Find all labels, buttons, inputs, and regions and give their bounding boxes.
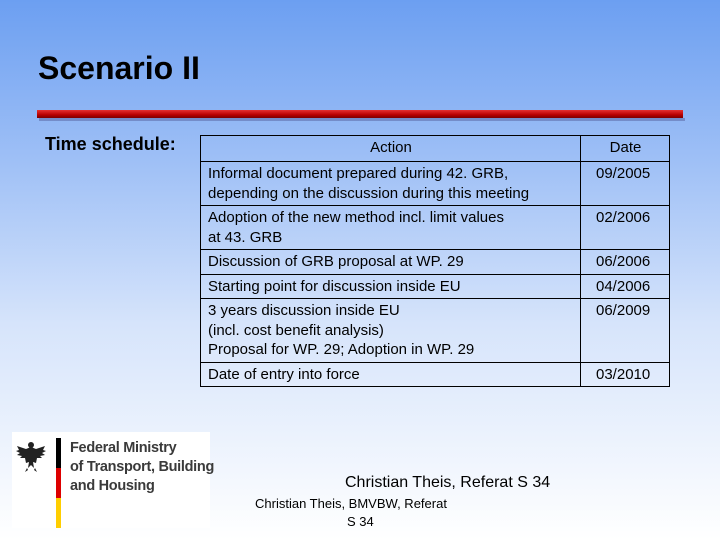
title-divider-shadow: [39, 118, 685, 121]
date-cell: 06/2009: [581, 299, 670, 363]
date-cell: 03/2010: [581, 362, 670, 387]
header-date: Date: [581, 136, 670, 162]
ministry-name: [70, 439, 214, 496]
action-cell: 3 years discussion inside EU (incl. cost benefit analysis) Proposal for WP. 29; Adoption in WP. 29: [201, 299, 581, 363]
action-cell: Date of entry into force: [201, 362, 581, 387]
slide-title: Scenario II: [38, 50, 200, 86]
federal-eagle-icon: [14, 440, 48, 474]
presenter-name: Christian Theis, Referat S 34: [345, 474, 551, 491]
schedule-rows: [201, 162, 670, 387]
table-row: [201, 162, 670, 206]
time-schedule-label: Time schedule:: [45, 134, 176, 154]
action-cell: Starting point for discussion inside EU: [201, 274, 581, 299]
date-cell: 06/2006: [581, 250, 670, 275]
date-cell: 02/2006: [581, 206, 670, 250]
flag-stripe-black: [56, 438, 61, 468]
footer-line2: S 34: [347, 514, 374, 529]
action-cell: Informal document prepared during 42. GRB, depending on the discussion during this meeting: [201, 162, 581, 206]
table-row: [201, 362, 670, 387]
table-row: [201, 299, 670, 363]
header-action: Action: [201, 136, 581, 162]
action-cell: Discussion of GRB proposal at WP. 29: [201, 250, 581, 275]
ministry-name-line1: Federal Ministry: [70, 440, 177, 456]
table-row: [201, 206, 670, 250]
ministry-name-line2: of Transport, Building: [70, 459, 215, 475]
flag-stripe-red: [56, 468, 61, 498]
footer-text: [255, 495, 473, 531]
table-header-row: [201, 136, 670, 162]
flag-stripe-gold: [56, 498, 61, 528]
date-cell: 09/2005: [581, 162, 670, 206]
ministry-name-line3: and Housing: [70, 478, 155, 494]
table-row: [201, 274, 670, 299]
footer-line1: Christian Theis, BMVBW, Referat: [255, 496, 447, 511]
date-cell: 04/2006: [581, 274, 670, 299]
action-cell: Adoption of the new method incl. limit values at 43. GRB: [201, 206, 581, 250]
german-flag-bar: [56, 438, 61, 528]
title-divider: [37, 110, 683, 118]
schedule-table: [200, 135, 670, 387]
table-row: [201, 250, 670, 275]
